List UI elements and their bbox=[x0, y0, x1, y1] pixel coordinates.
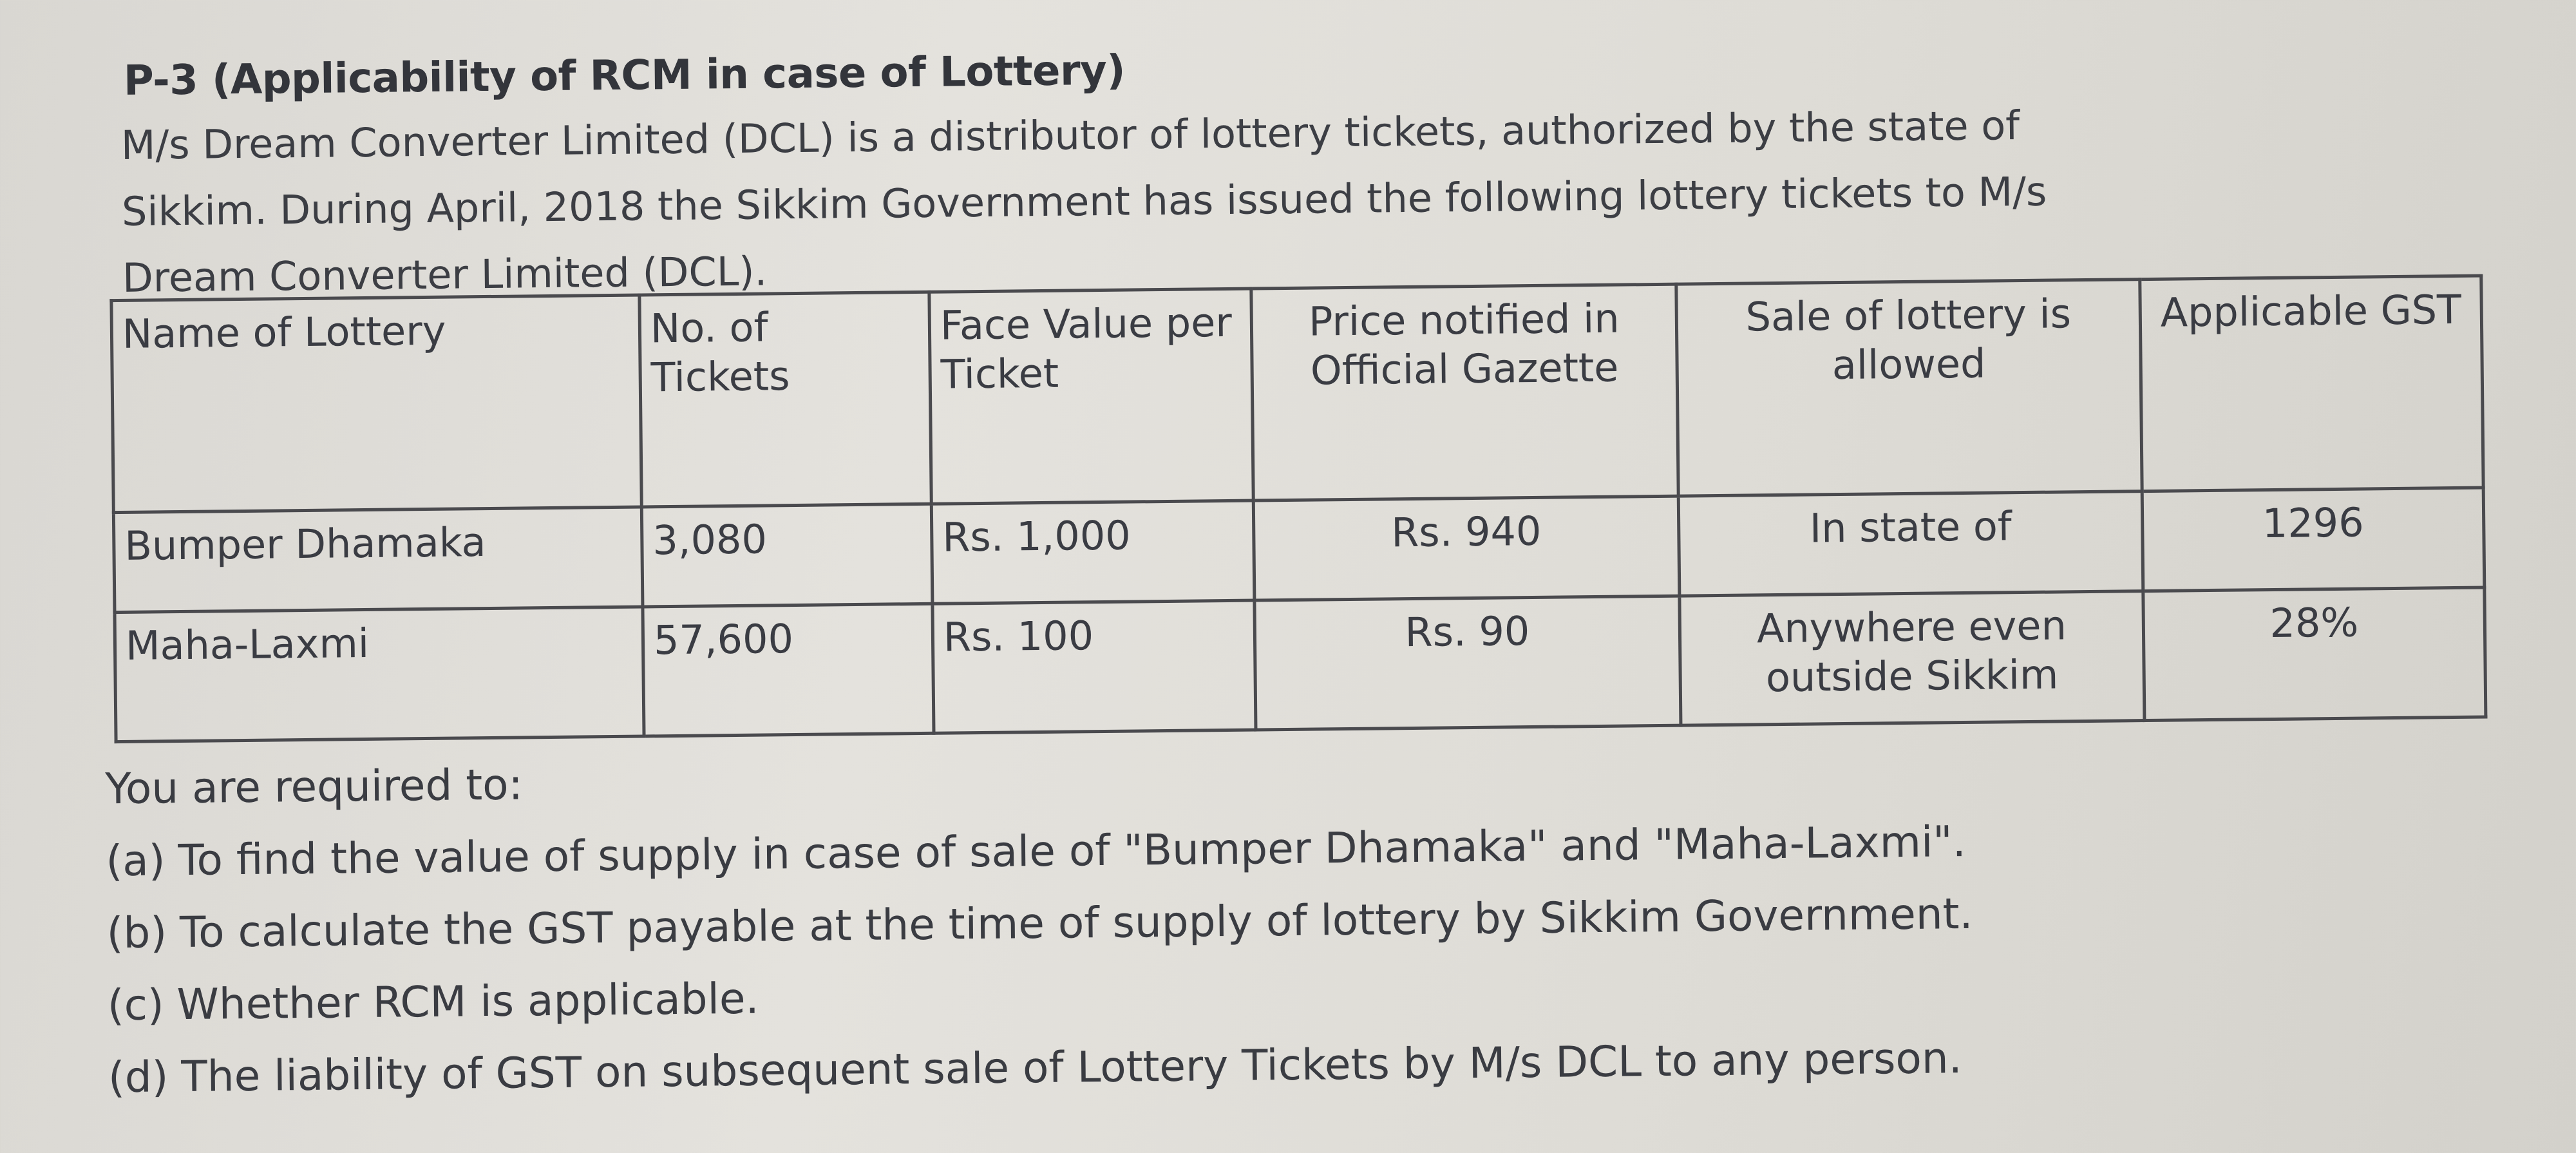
item-text: The liability of GST on subsequent sale of Lottery Tickets by M/s DCL to any person. bbox=[181, 1033, 1962, 1102]
item-marker: (a) bbox=[106, 835, 166, 886]
intro-line: M/s Dream Converter Limited (DCL) is a distributor of lottery tickets, authorized by the state of bbox=[120, 102, 2020, 169]
cell-tickets: 3,080 bbox=[641, 504, 933, 606]
intro-line: Sikkim. During April, 2018 the Sikkim Government has issued the following lottery tickets to M/s bbox=[121, 167, 2047, 235]
cell-price-notified: Rs. 90 bbox=[1255, 596, 1681, 730]
item-text: To find the value of supply in case of sale of "Bumper Dhamaka" and "Maha-Laxmi". bbox=[178, 817, 1967, 886]
requirements-lead: You are required to: bbox=[104, 759, 524, 814]
cell-sale-allowed: In state of bbox=[1678, 491, 2143, 596]
problem-title: P-3 (Applicability of RCM in case of Lottery) bbox=[123, 46, 1126, 105]
header-applicable-gst: Applicable GST bbox=[2140, 276, 2483, 491]
requirements-section bbox=[105, 728, 2524, 1114]
item-marker: (b) bbox=[106, 908, 167, 958]
cell-face-value: Rs. 1,000 bbox=[931, 500, 1255, 604]
table-header-row bbox=[111, 276, 2483, 513]
lottery-table bbox=[109, 274, 2487, 744]
cell-lottery-name: Bumper Dhamaka bbox=[113, 507, 643, 612]
requirements-list bbox=[106, 800, 2523, 1114]
item-marker: (c) bbox=[107, 980, 165, 1031]
header-price-notified: Price notified in Official Gazette bbox=[1251, 284, 1678, 500]
cell-price-notified: Rs. 940 bbox=[1253, 496, 1680, 600]
cell-sale-allowed: Anywhere even outside Sikkim bbox=[1680, 591, 2145, 725]
header-face-value: Face Value per Ticket bbox=[929, 289, 1253, 504]
cell-tickets: 57,600 bbox=[643, 604, 934, 736]
cell-gst: 1296 bbox=[2142, 488, 2485, 591]
header-no-of-tickets: No. of Tickets bbox=[639, 292, 931, 507]
cell-gst: 28% bbox=[2143, 587, 2486, 721]
header-name-of-lottery: Name of Lottery bbox=[111, 295, 641, 513]
item-marker: (d) bbox=[108, 1052, 169, 1103]
lottery-table-container bbox=[109, 274, 2484, 743]
table-row bbox=[115, 587, 2486, 742]
header-sale-allowed: Sale of lottery is allowed bbox=[1676, 280, 2142, 497]
cell-face-value: Rs. 100 bbox=[933, 600, 1256, 734]
cell-lottery-name: Maha-Laxmi bbox=[115, 607, 644, 742]
item-text: Whether RCM is applicable. bbox=[176, 973, 759, 1030]
intro-line: Dream Converter Limited (DCL). bbox=[122, 247, 768, 301]
item-text: To calculate the GST payable at the time of supply of lottery by Sikkim Government. bbox=[179, 888, 1973, 958]
